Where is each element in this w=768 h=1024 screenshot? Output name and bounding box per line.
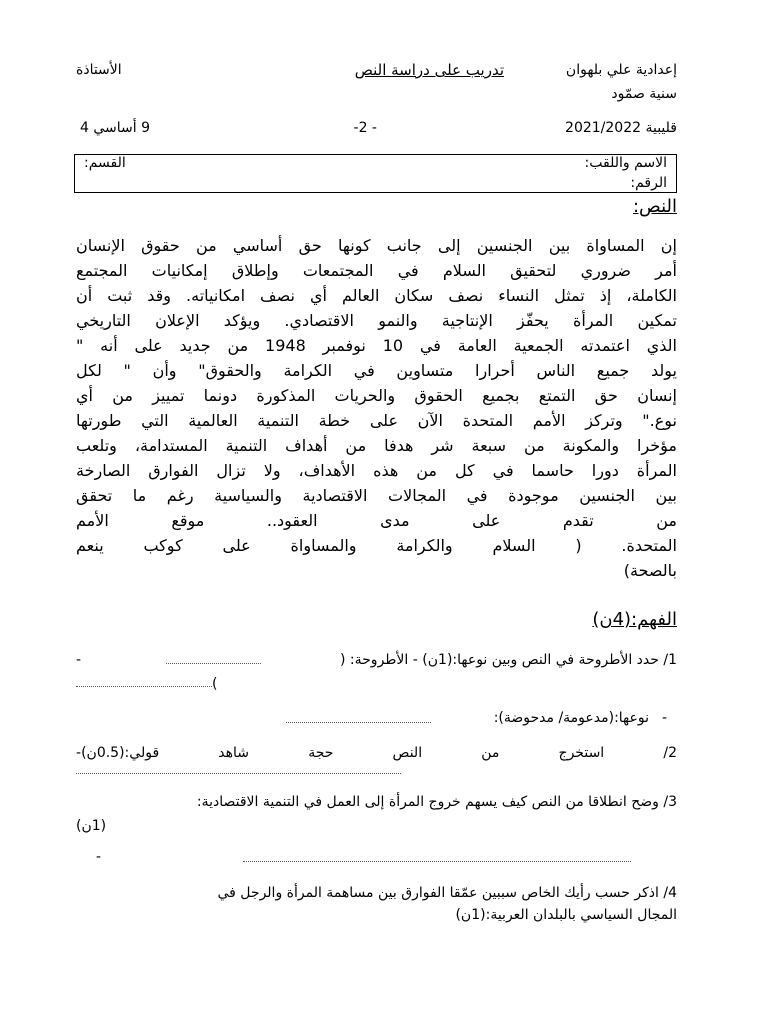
passage-line: بالصحة) bbox=[623, 561, 677, 580]
exam-title: تدريب على دراسة النص bbox=[354, 61, 504, 79]
passage-line: نوع." وتركز الأمم المتحدة الآن على خطة التنمية العالمية التي طورتها bbox=[76, 411, 677, 430]
comprehension-title: الفهم:(4ن) bbox=[592, 609, 677, 630]
teacher-label: الأستاذة bbox=[76, 62, 122, 78]
teacher-name: سنية صمّود bbox=[611, 86, 677, 102]
passage-line: يولد جميع الناس أحرارا متساوين في الكرامة والحقوق" وأن " لكل bbox=[76, 361, 677, 380]
question-3: 3/ وضح انطلاقا من النص كيف يسهم خروج المرأة إلى العمل في التنمية الاقتصادية: bbox=[196, 794, 677, 810]
passage-line: من تقدم على مدى العقود.. موقع الأمم bbox=[76, 511, 677, 530]
question-1: 1/ حدد الأطروحة في النص وبين نوعها:(1ن) - الأطروحة: ( bbox=[340, 652, 677, 668]
passage-line: مؤخرا والمكونة من سبعة شر هدفا من أهداف التنمية المستدامة، وتلعب bbox=[76, 436, 677, 455]
type-answer-line[interactable] bbox=[286, 712, 431, 723]
passage-line: المتحدة. ( السلام والكرامة والمساواة على كوكب ينعم bbox=[76, 536, 677, 555]
name-field-label[interactable]: الاسم واللقب: bbox=[584, 155, 667, 171]
passage-line: تمكين المرأة يحفّز الإنتاجية والنمو الاقتصادي. ويؤكد الإعلان التاريخي bbox=[76, 311, 677, 330]
q2-word: قولي:(0.5ن)- bbox=[76, 745, 160, 761]
location-year: قليبية 2021/2022 bbox=[565, 120, 677, 136]
passage-line: بين الجنسين موجودة في المجالات الاقتصادية والسياسية رغم ما تحقق bbox=[76, 486, 677, 505]
q2-word: حجة bbox=[308, 745, 334, 761]
q2-word: 2/ bbox=[663, 745, 677, 761]
passage-line: إنسان حق التمتع بجميع الحقوق والحريات المذكورة دونما تمييز من أي bbox=[76, 386, 677, 405]
q2-word: شاهد bbox=[218, 745, 250, 761]
question-1-close: ) bbox=[212, 676, 218, 692]
question-1-type-dash: - bbox=[661, 710, 667, 726]
q2-word: من bbox=[481, 745, 500, 761]
text-section-title: النص: bbox=[632, 196, 677, 217]
question-4-line-2: المجال السياسي بالبلدان العربية:(1ن) bbox=[455, 907, 677, 923]
question-4-line-1: 4/ اذكر حسب رأيك الخاص سببين عمّقا الفوارق بين مساهمة المرأة والرجل في bbox=[217, 885, 677, 901]
question-3-dash: - bbox=[96, 849, 102, 865]
section-field-label[interactable]: القسم: bbox=[84, 155, 126, 171]
school-name: إعدادية علي بلهوان bbox=[565, 62, 677, 78]
exam-page bbox=[76, 0, 677, 1024]
question-1-dash: - bbox=[76, 652, 82, 668]
passage-line: الكاملة، إذ تمثل النساء نصف سكان العالم أي نصف امكانياته. وقد ثبت أن bbox=[76, 286, 677, 305]
passage-line: إن المساواة بين الجنسين إلى جانب كونها حق أساسي من حقوق الإنسان bbox=[76, 236, 677, 255]
argument-answer-line[interactable] bbox=[76, 763, 401, 774]
thesis-answer-line-2[interactable] bbox=[76, 676, 212, 687]
passage-line: أمر ضروري لتحقيق السلام في المجتمعات وإطلاق إمكانيات المجتمع bbox=[76, 261, 677, 280]
economic-answer-line[interactable] bbox=[243, 851, 631, 862]
thesis-answer-line[interactable] bbox=[166, 653, 261, 664]
passage-paragraph bbox=[76, 233, 677, 583]
class-level: 9 أساسي 4 bbox=[80, 120, 151, 136]
page-marker: - 2- bbox=[353, 120, 377, 136]
number-field-label[interactable]: الرقم: bbox=[630, 175, 667, 191]
q2-word: استخرج bbox=[558, 745, 605, 761]
q2-word: النص bbox=[392, 745, 423, 761]
question-3-points: (1ن) bbox=[76, 818, 107, 834]
question-1-type-label: نوعها:(مدعومة/ مدحوضة): bbox=[493, 710, 649, 726]
passage-line: الذي اعتمدته الجمعية العامة في 10 نوفمبر 1948 من جديد على أنه " bbox=[76, 336, 678, 355]
passage-line: المرأة دورا حاسما في كل من هذه الأهداف، ولا تزال الفوارق الصارخة bbox=[76, 461, 677, 480]
